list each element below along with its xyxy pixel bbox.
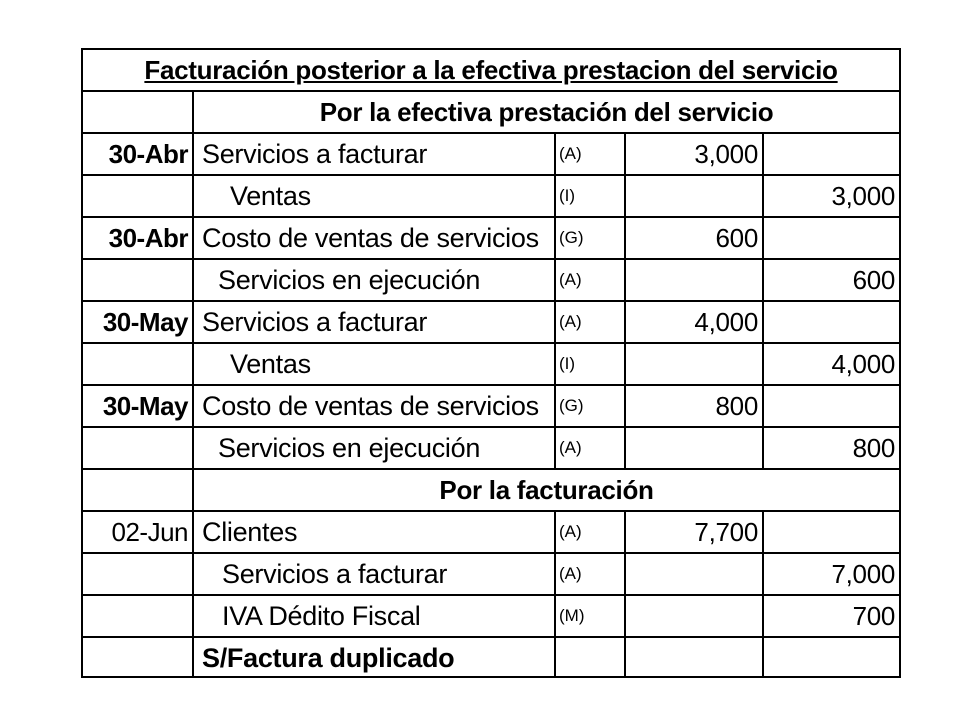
account-code: (M)	[555, 595, 625, 637]
account-name: Clientes	[193, 511, 555, 553]
account-code: (G)	[555, 385, 625, 427]
account-code: (I)	[555, 343, 625, 385]
credit-amount: 600	[763, 259, 899, 301]
empty-cell	[83, 469, 193, 511]
debit-amount: 800	[625, 385, 763, 427]
credit-amount	[763, 511, 899, 553]
journal-row	[83, 217, 899, 259]
account-code: (A)	[555, 259, 625, 301]
debit-amount: 600	[625, 217, 763, 259]
account-name: Servicios en ejecución	[193, 427, 555, 469]
debit-amount	[625, 595, 763, 637]
account-name: Costo de ventas de servicios	[193, 385, 555, 427]
account-code: (A)	[555, 553, 625, 595]
journal-row	[83, 553, 899, 595]
account-name: Servicios en ejecución	[193, 259, 555, 301]
entry-date: 02-Jun	[83, 511, 193, 553]
entry-date	[83, 427, 193, 469]
entry-date	[83, 343, 193, 385]
debit-amount	[625, 175, 763, 217]
entry-date	[83, 553, 193, 595]
account-code: (A)	[555, 133, 625, 175]
empty-cell	[83, 91, 193, 133]
account-name: IVA Dédito Fiscal	[193, 595, 555, 637]
credit-amount	[763, 385, 899, 427]
entry-date: 30-May	[83, 385, 193, 427]
journal-table	[83, 50, 899, 678]
entry-date	[83, 595, 193, 637]
credit-amount: 800	[763, 427, 899, 469]
debit-amount	[625, 259, 763, 301]
credit-amount: 7,000	[763, 553, 899, 595]
entry-date	[83, 175, 193, 217]
entry-date: 30-Abr	[83, 217, 193, 259]
main-title: Facturación posterior a la efectiva prestacion del servicio	[83, 50, 899, 91]
account-name: Servicios a facturar	[193, 133, 555, 175]
account-name: Ventas	[193, 343, 555, 385]
debit-amount	[625, 343, 763, 385]
credit-amount: 3,000	[763, 175, 899, 217]
empty-cell	[763, 637, 899, 678]
account-code: (I)	[555, 175, 625, 217]
title-row	[83, 50, 899, 91]
account-name: Servicios a facturar	[193, 301, 555, 343]
journal-row	[83, 427, 899, 469]
debit-amount: 7,700	[625, 511, 763, 553]
debit-amount: 4,000	[625, 301, 763, 343]
empty-cell	[555, 637, 625, 678]
credit-amount	[763, 301, 899, 343]
empty-cell	[83, 637, 193, 678]
credit-amount	[763, 133, 899, 175]
entry-date	[83, 259, 193, 301]
journal-row	[83, 511, 899, 553]
credit-amount: 4,000	[763, 343, 899, 385]
account-name: Servicios a facturar	[193, 553, 555, 595]
account-name: Ventas	[193, 175, 555, 217]
debit-amount	[625, 553, 763, 595]
journal-row	[83, 175, 899, 217]
account-code: (A)	[555, 511, 625, 553]
section-title-billing: Por la facturación	[193, 469, 899, 511]
credit-amount	[763, 217, 899, 259]
section-header-row	[83, 91, 899, 133]
entry-date: 30-Abr	[83, 133, 193, 175]
account-code: (A)	[555, 301, 625, 343]
journal-row	[83, 259, 899, 301]
invoice-note: S/Factura duplicado	[193, 637, 555, 678]
journal-row	[83, 301, 899, 343]
journal-row	[83, 133, 899, 175]
journal-row	[83, 343, 899, 385]
account-code: (A)	[555, 427, 625, 469]
accounting-journal-sheet	[81, 48, 901, 678]
section-title-service: Por la efectiva prestación del servicio	[193, 91, 899, 133]
journal-row	[83, 595, 899, 637]
section-header-row	[83, 469, 899, 511]
account-name: Costo de ventas de servicios	[193, 217, 555, 259]
journal-row	[83, 385, 899, 427]
debit-amount: 3,000	[625, 133, 763, 175]
account-code: (G)	[555, 217, 625, 259]
entry-date: 30-May	[83, 301, 193, 343]
credit-amount: 700	[763, 595, 899, 637]
empty-cell	[625, 637, 763, 678]
debit-amount	[625, 427, 763, 469]
footer-row	[83, 637, 899, 678]
